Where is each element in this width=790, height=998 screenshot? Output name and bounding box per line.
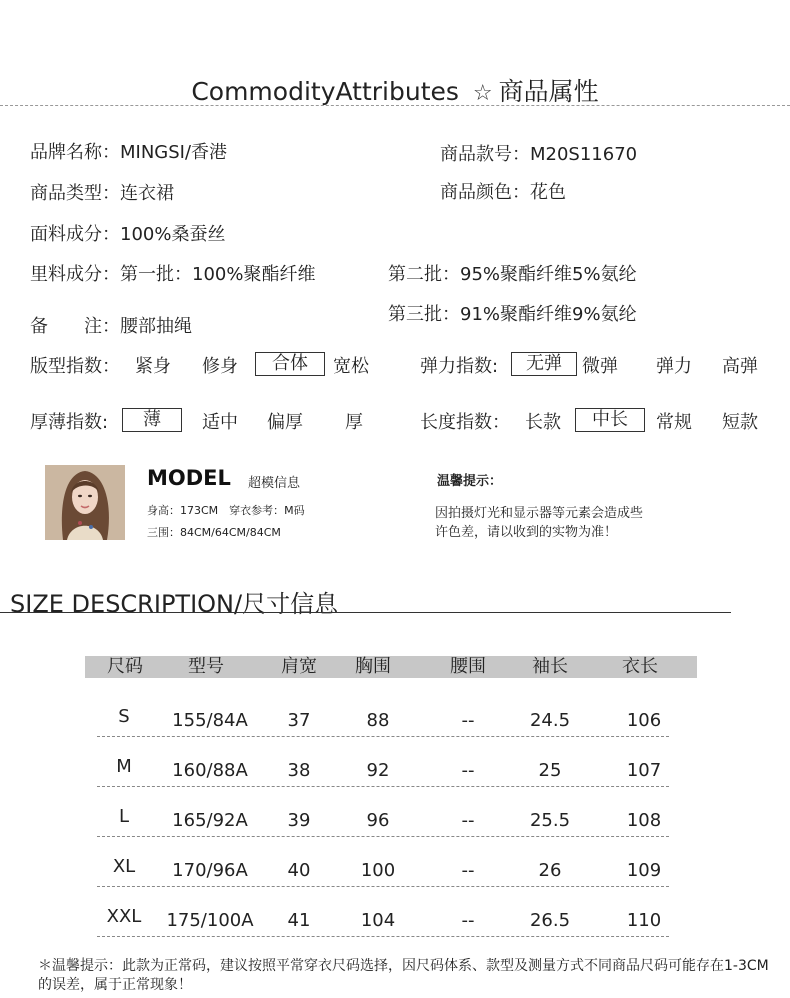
title-en: CommodityAttributes <box>191 77 459 106</box>
bust-cell: 96 <box>366 810 390 831</box>
section-title-attributes <box>0 72 790 108</box>
tips-line2: 许色差，请以收到的实物为准！ <box>435 525 618 540</box>
size-cell: M <box>116 756 132 777</box>
fit-option: 紧身 <box>135 356 171 377</box>
thickness-option: 适中 <box>202 412 238 433</box>
size-cell: XXL <box>106 906 142 927</box>
attr-color: 商品颜色：花色 <box>440 182 566 203</box>
model-cell: 160/88A <box>172 760 248 781</box>
waist-cell: -- <box>461 910 475 931</box>
shoulder-cell: 37 <box>287 710 311 731</box>
attr-brand: 品牌名称：MINGSI/香港 <box>30 142 228 163</box>
table-row-divider <box>97 736 669 737</box>
elasticity-option: 弹力 <box>656 356 692 377</box>
length-cell: 110 <box>626 910 662 931</box>
col-header: 尺码 <box>107 656 143 677</box>
model-measurements: 三围：84CM/64CM/84CM <box>147 526 281 539</box>
tips-title: 温馨提示： <box>437 474 503 489</box>
thickness-index-label: 厚薄指数: <box>30 412 109 433</box>
length-option: 常规 <box>656 412 692 433</box>
size-cell: XL <box>112 856 136 877</box>
thickness-option-selected: 薄 <box>122 408 182 432</box>
fit-option: 修身 <box>202 356 238 377</box>
bust-cell: 104 <box>360 910 396 931</box>
length-option-selected: 中长 <box>575 408 645 432</box>
model-subtitle: 超模信息 <box>248 476 301 491</box>
table-row-divider <box>97 936 669 937</box>
length-index-label: 长度指数： <box>420 412 510 433</box>
table-row-divider <box>97 886 669 887</box>
sleeve-cell: 26 <box>538 860 562 881</box>
tips-line1: 因拍摄灯光和显示器等元素会造成些 <box>435 506 644 521</box>
col-header: 袖长 <box>532 656 568 677</box>
size-cell: L <box>118 806 130 827</box>
divider <box>0 105 790 106</box>
length-cell: 107 <box>626 760 662 781</box>
elasticity-index-label: 弹力指数: <box>420 356 499 377</box>
thickness-option: 厚 <box>345 412 363 433</box>
sleeve-cell: 24.5 <box>529 710 571 731</box>
attr-item-no: 商品款号：M20S11670 <box>440 144 638 165</box>
model-cell: 175/100A <box>166 910 254 931</box>
attr-batch2: 第二批：95%聚酯纤维5%氨纶 <box>388 264 637 285</box>
attr-remark: 备 注：腰部抽绳 <box>30 316 192 337</box>
length-option: 长款 <box>525 412 561 433</box>
waist-cell: -- <box>461 710 475 731</box>
fit-index-label: 版型指数： <box>30 356 120 377</box>
elasticity-option: 微弹 <box>582 356 618 377</box>
size-divider <box>0 612 731 613</box>
col-header: 胸围 <box>355 656 391 677</box>
model-portrait-illustration <box>45 465 125 540</box>
waist-cell: -- <box>461 760 475 781</box>
shoulder-cell: 41 <box>287 910 311 931</box>
length-cell: 108 <box>626 810 662 831</box>
title-cn: 商品属性 <box>498 77 599 106</box>
attr-lining: 里料成分：第一批：100%聚酯纤维 <box>30 264 316 285</box>
length-cell: 106 <box>626 710 662 731</box>
length-option: 短款 <box>722 412 758 433</box>
size-section-title: SIZE DESCRIPTION/尺寸信息 <box>10 590 339 618</box>
sleeve-cell: 25 <box>538 760 562 781</box>
fit-option: 宽松 <box>333 356 369 377</box>
attr-type: 商品类型：连衣裙 <box>30 183 174 204</box>
shoulder-cell: 39 <box>287 810 311 831</box>
table-row-divider <box>97 836 669 837</box>
col-header: 衣长 <box>622 656 658 677</box>
fit-option-selected: 合体 <box>255 352 325 376</box>
elasticity-option: 高弹 <box>722 356 758 377</box>
length-cell: 109 <box>626 860 662 881</box>
col-header: 肩宽 <box>281 656 317 677</box>
bust-cell: 92 <box>366 760 390 781</box>
waist-cell: -- <box>461 860 475 881</box>
model-photo <box>45 465 125 540</box>
sleeve-cell: 25.5 <box>529 810 571 831</box>
model-title: MODEL <box>147 466 231 490</box>
model-height: 身高：173CM 穿衣参考：M码 <box>147 504 305 517</box>
size-note: ＊温馨提示：此款为正常码，建议按照平常穿衣尺码选择，因尺码体系、款型及测量方式不同商品尺码可能存在1-3CM的误差，属于正常现象！ <box>38 958 769 993</box>
bust-cell: 100 <box>360 860 396 881</box>
model-cell: 170/96A <box>172 860 248 881</box>
sleeve-cell: 26.5 <box>529 910 571 931</box>
size-table-header <box>85 656 697 678</box>
bust-cell: 88 <box>366 710 390 731</box>
attr-fabric: 面料成分：100%桑蚕丝 <box>30 224 226 245</box>
col-header: 腰围 <box>450 656 486 677</box>
thickness-option: 偏厚 <box>267 412 303 433</box>
attr-batch3: 第三批：91%聚酯纤维9%氨纶 <box>388 304 637 325</box>
waist-cell: -- <box>461 810 475 831</box>
shoulder-cell: 38 <box>287 760 311 781</box>
table-row-divider <box>97 786 669 787</box>
model-cell: 165/92A <box>172 810 248 831</box>
star-icon: ☆ <box>472 81 493 106</box>
shoulder-cell: 40 <box>287 860 311 881</box>
size-cell: S <box>118 706 130 727</box>
model-cell: 155/84A <box>172 710 248 731</box>
elasticity-option-selected: 无弹 <box>511 352 577 376</box>
col-header: 型号 <box>188 656 224 677</box>
